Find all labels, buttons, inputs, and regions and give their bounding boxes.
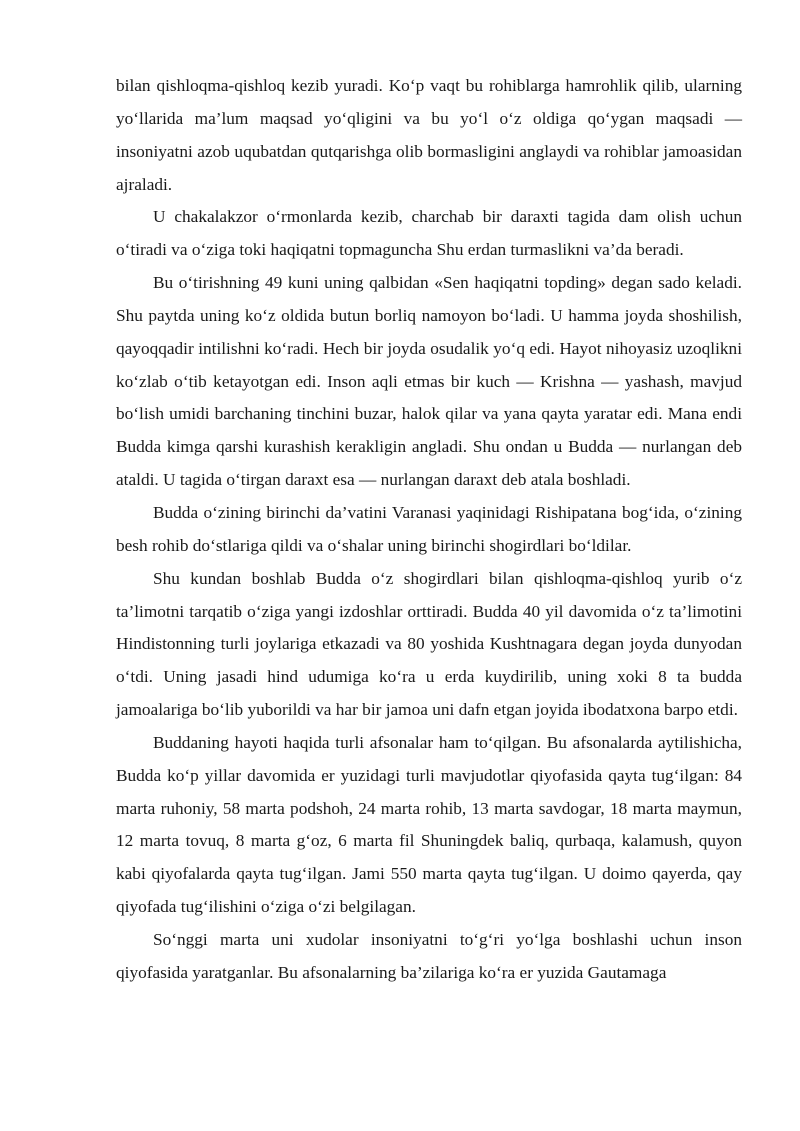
paragraph: Buddaning hayoti haqida turli afsonalar ham to‘qilgan. Bu afsonalarda aytilishicha, Budda ko‘p yillar davomida er yuzidagi turli mavjudotlar qiyofasida qayta tug‘ilgan: 84 marta ruhoniy, 58 marta podshoh, 24 marta rohib, 13 marta savdogar, 18 marta maymun, 12 marta tovuq, 8 marta g‘oz, 6 marta fil Shuningdek baliq, qurbaqa, kalamush, quyon kabi qiyofalarda qayta tug‘ilgan. Jami 550 marta qayta tug‘ilgan. U doimo qayerda, qay qiyofada tug‘ilishini o‘ziga o‘zi belgilagan. bbox=[116, 732, 742, 917]
body-text bbox=[116, 70, 742, 990]
paragraph: U chakalakzor o‘rmonlarda kezib, charchab bir daraxti tagida dam olish uchun o‘tiradi va o‘ziga toki haqiqatni topmaguncha Shu erdan turmaslikni va’da beradi. bbox=[116, 207, 742, 260]
paragraph-continues: So‘nggi marta uni xudolar insoniyatni to‘g‘ri yo‘lga boshlashi uchun inson qiyofasida yaratganlar. Bu afsonalarning ba’zilariga ko‘ra er yuzida Gautamaga bbox=[116, 929, 742, 982]
paragraph-continuation: bilan qishloqma-qishloq kezib yuradi. Ko‘p vaqt bu rohiblarga hamrohlik qilib, ularning yo‘llarida ma’lum maqsad yo‘qligini va bu yo‘l o‘z oldiga qo‘ygan maqsadi — insoniyatni azob uqubatdan qutqarishga olib bormasligini anglaydi va rohiblar jamoasidan ajraladi. bbox=[116, 76, 742, 194]
paragraph: Shu kundan boshlab Budda o‘z shogirdlari bilan qishloqma-qishloq yurib o‘z ta’limotni tarqatib o‘ziga yangi izdoshlar orttiradi. Budda 40 yil davomida o‘z ta’limotini Hindistonning turli joylariga etkazadi va 80 yoshida Kushtnagara degan joyda dunyodan o‘tdi. Uning jasadi hind udumiga ko‘ra u erda kuydirilib, uning xoki 8 ta budda jamoalariga bo‘lib yuborildi va har bir jamoa uni dafn etgan joyida ibodatxona barpo etdi. bbox=[116, 568, 742, 720]
paragraph: Budda o‘zining birinchi da’vatini Varanasi yaqinidagi Rishipatana bog‘ida, o‘zining besh rohib do‘stlariga qildi va o‘shalar uning birinchi shogirdlari bo‘ldilar. bbox=[116, 502, 742, 555]
paragraph: Bu o‘tirishning 49 kuni uning qalbidan «Sen haqiqatni topding» degan sado keladi. Shu paytda uning ko‘z oldida butun borliq namoyon bo‘ladi. U hamma joyda shoshilish, qayoqqadir intilishni ko‘radi. Hech bir joyda osudalik yo‘q edi. Hayot nihoyasiz uzoqlikni ko‘zlab o‘tib ketayotgan edi. Inson aqli etmas bir kuch — Krishna — yashash, mavjud bo‘lish umidi barchaning tinchini buzar, halok qilar va yana qayta yaratar edi. Mana endi Budda kimga qarshi kurashish kerakligin angladi. Shu ondan u Budda — nurlangan deb ataldi. U tagida o‘tirgan daraxt esa — nurlangan daraxt deb atala boshladi. bbox=[116, 273, 742, 490]
